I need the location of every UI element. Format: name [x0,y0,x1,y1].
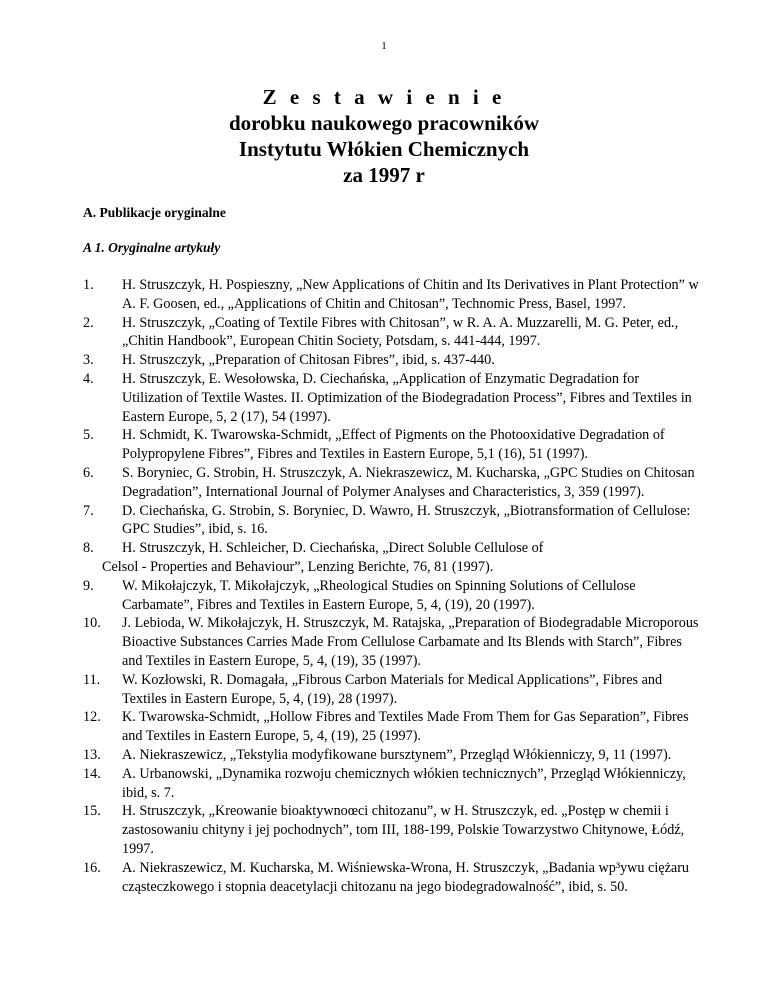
reference-item [83,708,703,746]
reference-text: H. Struszczyk, „Preparation of Chitosan Fibres”, ibid, s. 437-440. [122,352,495,369]
reference-item [83,577,703,615]
reference-number: 11. [83,671,101,688]
reference-text: H. Schmidt, K. Twarowska-Schmidt, „Effect of Pigments on the Photooxidative Degradation of Polypropylene Fibres”, Fibres and Textiles in Eastern Europe, 5,1 (16), 51 (1997). [122,427,665,463]
reference-item [83,276,703,314]
reference-item [83,765,703,803]
reference-text: W. Kozłowski, R. Domagała, „Fibrous Carbon Materials for Medical Applications”, Fibres and Textiles in Eastern Europe, 5, 4, (19), 28 (1997). [122,671,663,707]
title-line-4: za 1997 r [343,163,425,187]
reference-text: D. Ciechańska, G. Strobin, S. Boryniec, D. Wawro, H. Struszczyk, „Biotransformation of Cellulose: GPC Studies”, ibid, s. 16. [122,502,691,538]
reference-number: 13. [83,746,101,763]
reference-number: 16. [83,859,101,876]
reference-number: 14. [83,765,101,782]
reference-text [102,539,703,577]
reference-number: 7. [83,502,94,519]
reference-text: A. Urbanowski, „Dynamika rozwoju chemicznych włókien technicznych”, Przegląd Włókienniczy, ibid, s. 7. [122,765,686,801]
reference-text: J. Lebioda, W. Mikołajczyk, H. Struszczyk, M. Ratajska, „Preparation of Biodegradable Microporous Bioactive Substances Carries Made From Cellulose Carbamate and Its Blends with Starch”, Fibres and Textiles in Eastern Europe, 5, 4, (19), 35 (1997). [122,615,699,669]
reference-number: 2. [83,314,94,331]
reference-item [83,859,703,897]
reference-list [83,276,703,896]
reference-number: 8. [83,540,94,557]
reference-number: 9. [83,577,94,594]
section-heading: A. Publikacje oryginalne [83,205,226,220]
reference-item [83,314,703,352]
reference-text: H. Struszczyk, H. Pospieszny, „New Applications of Chitin and Its Derivatives in Plant Protection” w A. F. Goosen, ed., „Applications of Chitin and Chitosan”, Technomic Press, Basel, 1997. [122,277,699,312]
reference-item [83,502,703,540]
reference-item [83,464,703,502]
reference-text: S. Boryniec, G. Strobin, H. Struszczyk, A. Niekraszewicz, M. Kucharska, „GPC Studies on Chitosan Degradation”, International Journal of Polymer Analyses and Characteristics, 3, 359 (1997). [122,464,695,500]
reference-item [83,802,703,858]
reference-text: H. Struszczyk, E. Wesołowska, D. Ciechańska, „Application of Enzymatic Degradation for Utilization of Textile Wastes. II. Optimization of the Biodegradation Process”, Fibres and Textiles in Eastern Europe, 5, 2 (17), 54 (1997). [122,370,692,425]
title-line-3: Instytutu Włókien Chemicznych [238,137,530,161]
reference-item [83,671,703,709]
reference-text: H. Struszczyk, „Coating of Textile Fibres with Chitosan”, w R. A. A. Muzzarelli, M. G. Peter, ed., „Chitin Handbook”, European Chitin Society, Potsdam, s. 441-444, 1997. [122,314,679,350]
reference-number: 15. [83,803,101,820]
reference-text-line: H. Struszczyk, H. Schleicher, D. Ciechańska, „Direct Soluble Cellulose of [122,540,544,557]
reference-text: K. Twarowska-Schmidt, „Hollow Fibres and Textiles Made From Them for Gas Separation”, Fibres and Textiles in Eastern Europe, 5, 4, (19), 25 (1997). [122,709,689,745]
title-line-2: dorobku naukowego pracowników [228,111,540,135]
reference-number: 6. [83,464,94,481]
reference-number: 5. [83,427,94,444]
reference-text: W. Mikołajczyk, T. Mikołajczyk, „Rheological Studies on Spinning Solutions of Cellulose Carbamate”, Fibres and Textiles in Eastern Europe, 5, 4, (19), 20 (1997). [122,577,636,613]
reference-number: 10. [83,615,101,632]
reference-number: 3. [83,352,94,369]
reference-number: 12. [83,709,101,726]
reference-text: A. Niekraszewicz, „Tekstylia modyfikowane bursztynem”, Przegląd Włókienniczy, 9, 11 (1997). [122,746,672,763]
title-line-1: Z e s t a w i e n i e [262,85,506,109]
reference-item [83,614,703,670]
reference-text: A. Niekraszewicz, M. Kucharska, M. Wiśniewska-Wrona, H. Struszczyk, „Badania wp³ywu ciężaru cząsteczkowego i stopnia deacetylacji chitozanu na jego biodegradowalność”, ibid, s. 50. [122,859,690,895]
reference-text-line: Celsol - Properties and Behaviour”, Lenzing Berichte, 76, 81 (1997). [102,558,494,575]
reference-item [83,746,703,765]
page-number: 1 [381,40,387,52]
reference-item [83,426,703,464]
reference-text: H. Struszczyk, „Kreowanie bioaktywnoœci chitozanu”, w H. Struszczyk, ed. „Postęp w chemii i zastosowaniu chityny i jej pochodnych”, tom III, 188-199, Polskie Towarzystwo Chitynowe, Łódź, 1997. [122,803,685,857]
reference-item [83,351,703,370]
document-title [0,84,768,188]
reference-number: 1. [83,277,94,293]
reference-number: 4. [83,370,94,387]
subsection-heading: A 1. Oryginalne artykuły [83,240,221,255]
reference-item [83,370,703,426]
reference-item [83,539,703,577]
